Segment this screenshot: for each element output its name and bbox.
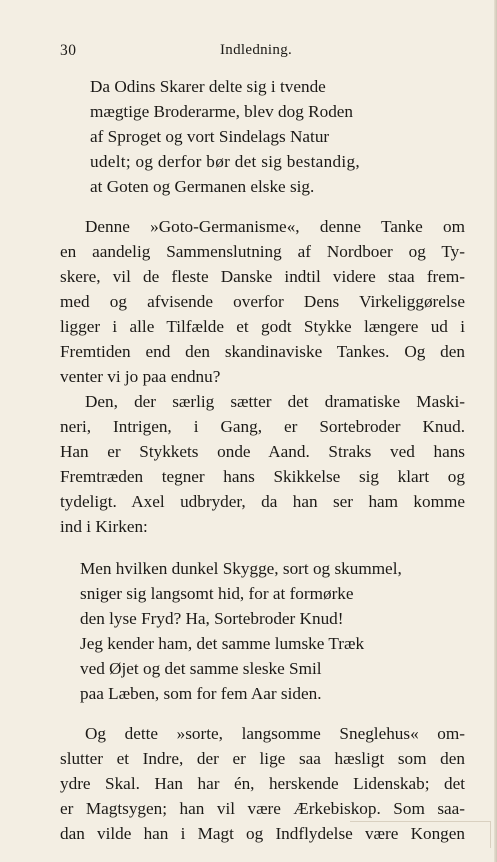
page-header [60, 42, 467, 64]
text-line: en aandelig Sammenslutning af Nordboer og Ty- [60, 242, 465, 261]
text-line: Og dette »sorte, langsomme Sneglehus« om- [85, 724, 465, 743]
verse-line: at Goten og Germanen elske sig. [90, 177, 315, 196]
verse-line: sniger sig langsomt hid, for at formørke [80, 584, 354, 603]
verse-line: udelt; og derfor bør det sig bestandig, [90, 152, 360, 171]
verse-line: Da Odins Skarer delte sig i tvende [90, 77, 326, 96]
page-corner-mark [350, 821, 491, 848]
text-line: Den, der særlig sætter det dramatiske Maski- [85, 392, 465, 411]
text-line: Fremtiden end den skandinaviske Tankes. Og den [60, 342, 465, 361]
verse-line: ved Øjet og det samme sleske Smil [80, 659, 322, 678]
text-line: neri, Intrigen, i Gang, er Sortebroder Knud. [60, 417, 465, 436]
text-line: Denne »Goto-Germanisme«, denne Tanke om [85, 217, 465, 236]
text-line: skere, vil de fleste Danske indtil videre staa frem- [60, 267, 465, 286]
verse-line: den lyse Fryd? Ha, Sortebroder Knud! [80, 609, 344, 628]
text-line: dan vilde han i Magt og Indflydelse være Kongen [60, 824, 465, 843]
text-line: Han er Stykkets onde Aand. Straks ved hans [60, 442, 465, 461]
verse-line: paa Læben, som for fem Aar siden. [80, 684, 322, 703]
text-line: er Magtsygen; han vil være Ærkebiskop. Som saa- [60, 799, 465, 818]
verse-line: mægtige Broderarme, blev dog Roden [90, 102, 354, 121]
text-line: venter vi jo paa endnu? [60, 367, 221, 386]
page-number: 30 [60, 42, 77, 59]
text-line: tydeligt. Axel udbryder, da han ser ham komme [60, 492, 465, 511]
text-line: ydre Skal. Han har én, herskende Lidenskab; det [60, 774, 465, 793]
running-title: Indledning. [220, 42, 293, 58]
verse-line: Jeg kender ham, det samme lumske Træk [80, 634, 365, 653]
verse-line: Men hvilken dunkel Skygge, sort og skummel, [80, 559, 402, 578]
text-line: ind i Kirken: [60, 517, 148, 536]
text-line: slutter et Indre, der er lige saa hæsligt som den [60, 749, 465, 768]
text-line: med og afvisende overfor Dens Virkeliggørelse [60, 292, 465, 311]
verse-line: af Sproget og vort Sindelags Natur [90, 127, 330, 146]
text-line: ligger i alle Tilfælde et godt Stykke længere ud i [60, 317, 465, 336]
text-line: Fremtræden tegner hans Skikkelse sig klart og [60, 467, 465, 486]
